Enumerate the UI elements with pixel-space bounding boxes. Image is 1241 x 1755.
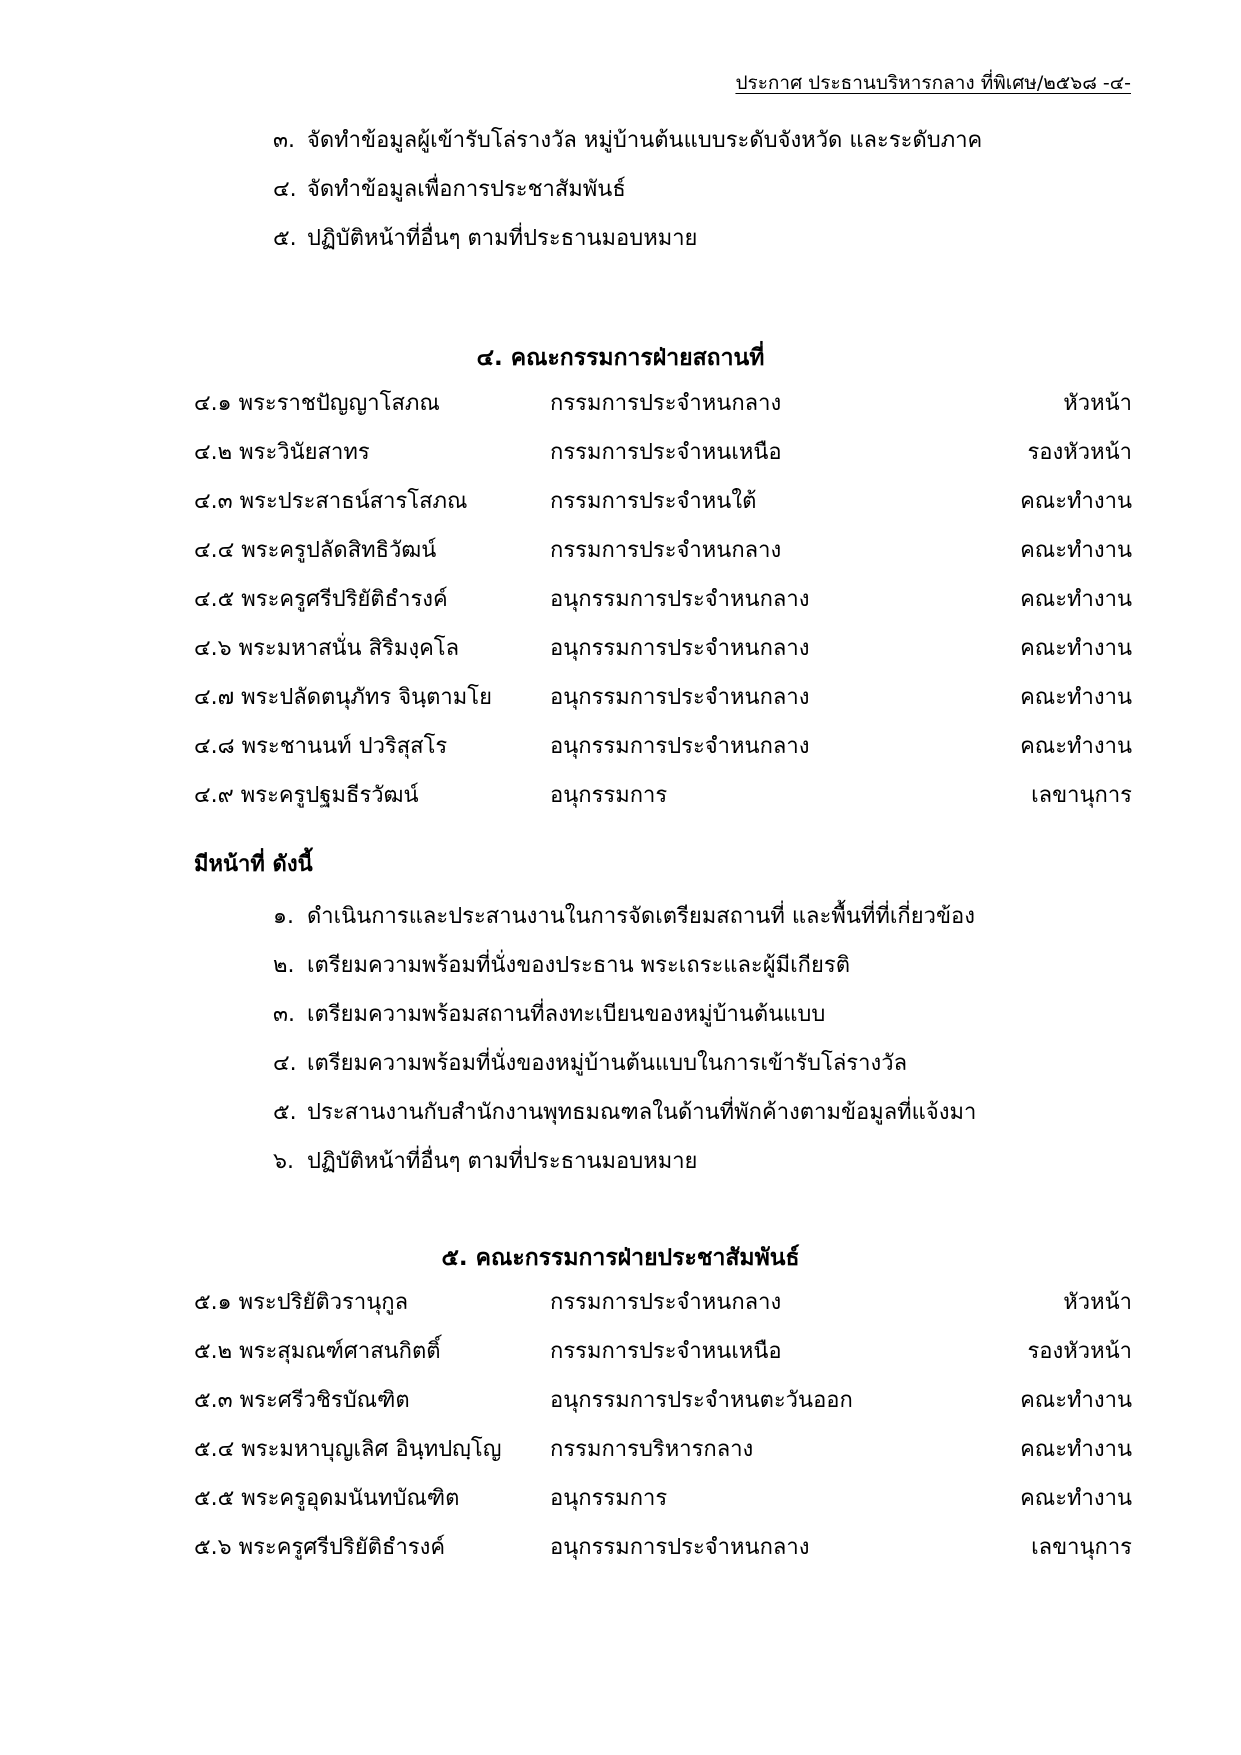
- member-position: อนุกรรมการ: [550, 783, 668, 808]
- member-position: กรรมการประจำหนกลาง: [550, 538, 782, 563]
- section-4-duties-list: [273, 892, 976, 1186]
- roster-row: [194, 771, 1132, 820]
- member-position: กรรมการประจำหนใต้: [550, 489, 757, 514]
- member-position: กรรมการประจำหนกลาง: [550, 391, 782, 416]
- duty-text: เตรียมความพร้อมที่นั่งของประธาน พระเถระและผู้มีเกียรติ: [307, 953, 850, 978]
- member-position: กรรมการประจำหนกลาง: [550, 1290, 782, 1315]
- member-name: ๕.๑ พระปริยัติวรานุกูล: [194, 1290, 409, 1315]
- roster-row: [194, 1474, 1132, 1523]
- member-role: คณะทำงาน: [1020, 587, 1132, 612]
- duty-item: [273, 116, 982, 165]
- member-name: ๔.๒ พระวินัยสาทร: [194, 440, 370, 465]
- member-name: ๔.๙ พระครูปฐมธีรวัฒน์: [194, 783, 419, 808]
- duty-item: [273, 1137, 976, 1186]
- member-role: เลขานุการ: [1031, 783, 1132, 808]
- member-position: อนุกรรมการ: [550, 1486, 668, 1511]
- roster-row: [194, 1327, 1132, 1376]
- roster-row: [194, 526, 1132, 575]
- roster-row: [194, 1278, 1132, 1327]
- member-name: ๕.๒ พระสุมณฑ์ศาสนกิตติ์: [194, 1339, 441, 1364]
- duty-number: ๒.: [273, 953, 295, 978]
- duty-item: [273, 892, 976, 941]
- duty-item: [273, 1088, 976, 1137]
- section-5-title: ๕. คณะกรรมการฝ่ายประชาสัมพันธ์: [441, 1245, 800, 1271]
- duty-number: ๓.: [273, 128, 296, 153]
- duty-text: ปฏิบัติหน้าที่อื่นๆ ตามที่ประธานมอบหมาย: [307, 1149, 698, 1174]
- section-4-title: ๔. คณะกรรมการฝ่ายสถานที่: [476, 345, 765, 371]
- member-name: ๔.๕ พระครูศรีปริยัติธำรงค์: [194, 587, 448, 612]
- member-role: คณะทำงาน: [1020, 1486, 1132, 1511]
- member-role: รองหัวหน้า: [1027, 1339, 1132, 1364]
- member-role: รองหัวหน้า: [1027, 440, 1132, 465]
- duty-item: [273, 990, 976, 1039]
- member-position: อนุกรรมการประจำหนกลาง: [550, 587, 810, 612]
- member-name: ๔.๓ พระประสาธน์สารโสภณ: [194, 489, 468, 514]
- roster-row: [194, 722, 1132, 771]
- member-role: คณะทำงาน: [1020, 636, 1132, 661]
- duty-item: [273, 941, 976, 990]
- roster-row: [194, 673, 1132, 722]
- member-position: อนุกรรมการประจำหนตะวันออก: [550, 1388, 853, 1413]
- member-name: ๔.๖ พระมหาสนั่น สิริมงฺคโล: [194, 636, 460, 661]
- member-role: หัวหน้า: [1063, 1290, 1132, 1315]
- roster-row: [194, 1523, 1132, 1572]
- duty-item: [273, 1039, 976, 1088]
- member-position: อนุกรรมการประจำหนกลาง: [550, 734, 810, 759]
- member-name: ๕.๓ พระศรีวชิรบัณฑิต: [194, 1388, 410, 1413]
- member-name: ๕.๔ พระมหาบุญเลิศ อินฺทปญฺโญ: [194, 1437, 502, 1462]
- member-role: คณะทำงาน: [1020, 538, 1132, 563]
- roster-row: [194, 575, 1132, 624]
- member-name: ๔.๘ พระชานนท์ ปวริสุสโร: [194, 734, 448, 759]
- member-role: เลขานุการ: [1031, 1535, 1132, 1560]
- duty-text: ดำเนินการและประสานงานในการจัดเตรียมสถานที่ และพื้นที่ที่เกี่ยวข้อง: [307, 904, 975, 929]
- member-position: อนุกรรมการประจำหนกลาง: [550, 1535, 810, 1560]
- member-role: คณะทำงาน: [1020, 1437, 1132, 1462]
- duty-number: ๔.: [273, 1051, 297, 1076]
- member-position: กรรมการประจำหนเหนือ: [550, 440, 782, 465]
- section-4-roster: [194, 379, 1132, 820]
- member-role: หัวหน้า: [1063, 391, 1132, 416]
- roster-row: [194, 624, 1132, 673]
- duty-text: เตรียมความพร้อมที่นั่งของหมู่บ้านต้นแบบในการเข้ารับโล่รางวัล: [307, 1051, 908, 1076]
- roster-row: [194, 1425, 1132, 1474]
- duty-item: [273, 165, 982, 214]
- duty-number: ๑.: [273, 904, 294, 929]
- member-position: อนุกรรมการประจำหนกลาง: [550, 636, 810, 661]
- member-position: กรรมการประจำหนเหนือ: [550, 1339, 782, 1364]
- member-name: ๔.๑ พระราชปัญญาโสภณ: [194, 391, 440, 416]
- member-position: กรรมการบริหารกลาง: [550, 1437, 754, 1462]
- member-name: ๔.๗ พระปลัดตนุภัทร จินฺตามโย: [194, 685, 492, 710]
- duties-heading: มีหน้าที่ ดังนี้: [194, 852, 313, 877]
- duty-number: ๕.: [273, 1100, 297, 1125]
- duty-number: ๕.: [273, 226, 297, 251]
- member-name: ๕.๕ พระครูอุดมนันทบัณฑิต: [194, 1486, 460, 1511]
- member-role: คณะทำงาน: [1020, 1388, 1132, 1413]
- duty-text: เตรียมความพร้อมสถานที่ลงทะเบียนของหมู่บ้านต้นแบบ: [307, 1002, 826, 1027]
- page-header: ประกาศ ประธานบริหารกลาง ที่พิเศษ/๒๕๖๘ -๔-: [735, 72, 1131, 94]
- duty-text: จัดทำข้อมูลเพื่อการประชาสัมพันธ์: [307, 177, 626, 202]
- member-role: คณะทำงาน: [1020, 734, 1132, 759]
- roster-row: [194, 428, 1132, 477]
- member-role: คณะทำงาน: [1020, 685, 1132, 710]
- member-role: คณะทำงาน: [1020, 489, 1132, 514]
- duty-text: ประสานงานกับสำนักงานพุทธมณฑลในด้านที่พักค้างตามข้อมูลที่แจ้งมา: [307, 1100, 977, 1125]
- section-5-roster: [194, 1278, 1132, 1572]
- roster-row: [194, 477, 1132, 526]
- roster-row: [194, 1376, 1132, 1425]
- roster-row: [194, 379, 1132, 428]
- top-duties-list: [273, 116, 982, 263]
- duty-number: ๓.: [273, 1002, 296, 1027]
- duty-number: ๔.: [273, 177, 297, 202]
- duty-item: [273, 214, 982, 263]
- member-name: ๔.๔ พระครูปลัดสิทธิวัฒน์: [194, 538, 437, 563]
- member-name: ๕.๖ พระครูศรีปริยัติธำรงค์: [194, 1535, 446, 1560]
- duty-number: ๖.: [273, 1149, 294, 1174]
- duty-text: ปฏิบัติหน้าที่อื่นๆ ตามที่ประธานมอบหมาย: [307, 226, 698, 251]
- duty-text: จัดทำข้อมูลผู้เข้ารับโล่รางวัล หมู่บ้านต้นแบบระดับจังหวัด และระดับภาค: [307, 128, 983, 153]
- member-position: อนุกรรมการประจำหนกลาง: [550, 685, 810, 710]
